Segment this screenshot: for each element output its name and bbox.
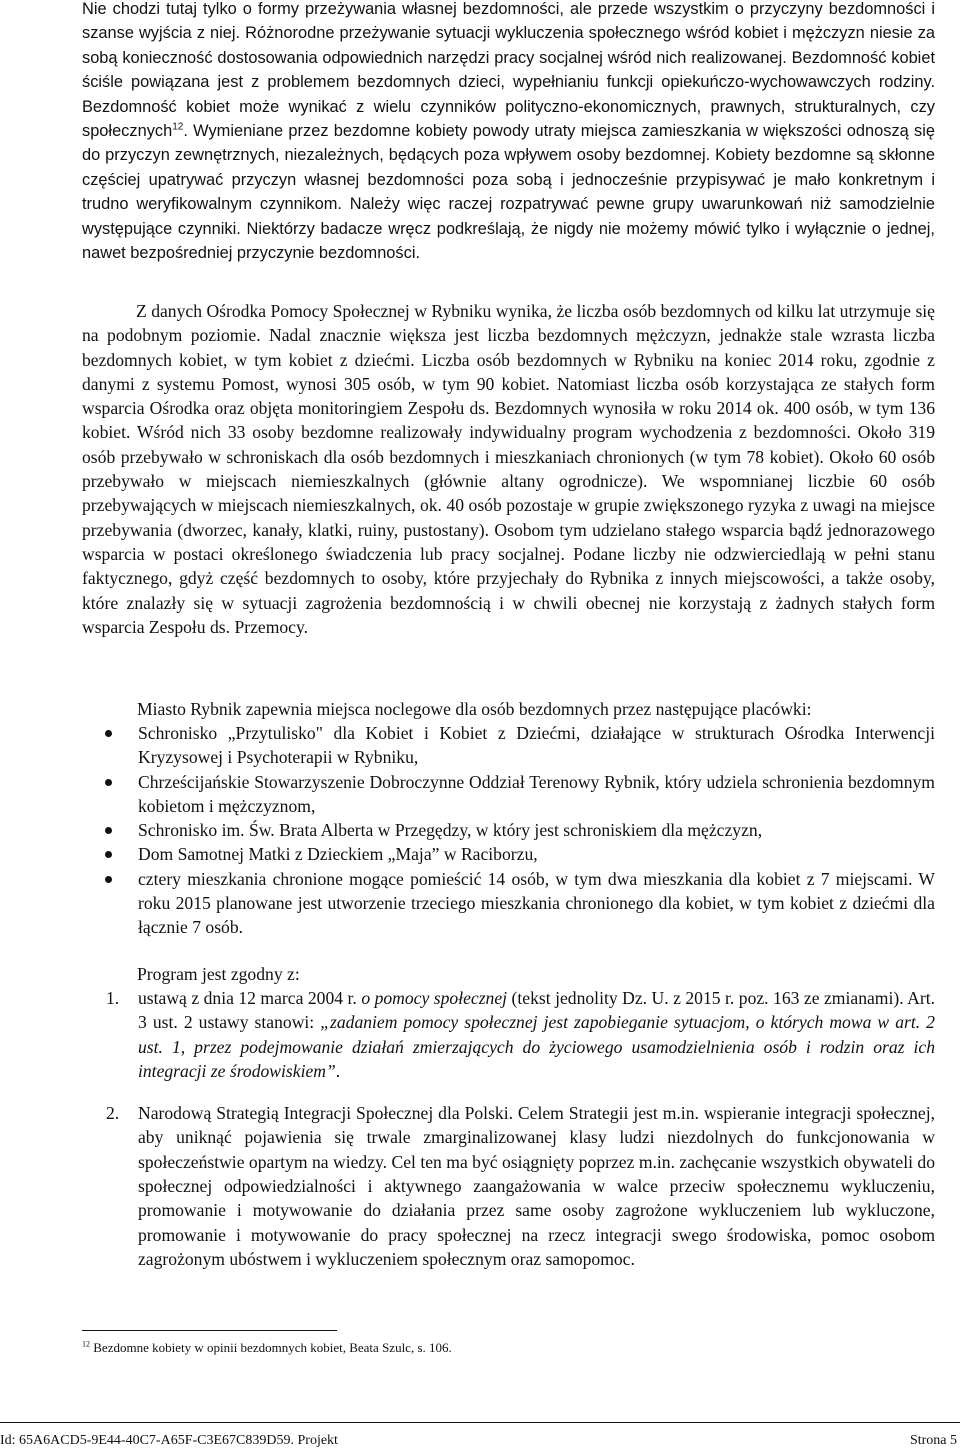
- list-item-text: cztery mieszkania chronione mogące pomieścić 14 osób, w tym dwa mieszkania dla kobiet z 7 miejscami. W roku 2015 planowane jest utworzenie trzeciego mieszkania chronionego dla kobiet, w tym kobiet z dziećmi dla łącznie 7 osób.: [138, 868, 935, 938]
- page-number: Strona 5: [909, 1433, 957, 1448]
- list-number: 2.: [106, 1103, 120, 1124]
- list-item-text: Chrześcijańskie Stowarzyszenie Dobroczynne Oddział Terenowy Rybnik, który udziela schronienia bezdomnym kobietom i mężczyznom,: [138, 771, 935, 816]
- list-item: [82, 867, 935, 940]
- program-item-text: Narodową Strategią Integracji Społecznej dla Polski. Celem Strategii jest m.in. wspieranie integracji społecznej, aby uniknąć pojawienia się trwale zmarginalizowanej klasy ludzi niezdolnych do funkcjonowania w społeczeństwie opartym na wiedzy. Cel ten ma być osiągnięty poprzez m.in. zachęcanie wszystkich obywateli do społecznej odpowiedzialności i aktywnego zaangażowania w walce przeciw społecznemu wykluczeniu, promowanie i motywowanie do działania przez same osoby zagrożone wykluczeniem lub wykluczone, promowanie i motywowanie do pracy społecznej na rzecz integracji swego środowiska, pomoc osobom zagrożonym ubóstwem i wykluczeniem społecznym oraz samopomoc.: [138, 1103, 935, 1269]
- list-item: [82, 842, 935, 866]
- list-item: [82, 721, 935, 770]
- footnote: [82, 1339, 452, 1356]
- bullet-icon: [105, 876, 112, 883]
- program-intro: Program jest zgodny z:: [137, 964, 300, 984]
- list-number: 1.: [106, 988, 120, 1008]
- footnote-text: Bezdomne kobiety w opinii bezdomnych kobiet, Beata Szulc, s. 106.: [90, 1340, 452, 1355]
- paragraph-1-text-a: Nie chodzi tutaj tylko o formy przeżywania własnej bezdomności, ale przede wszystkim o przyczyny bezdomności i szanse wyjścia z niej. Różnorodne przeżywanie sytuacji wykluczenia społecznego wśród kobiet i mężczyzn niesie za sobą konieczność dostosowania odpowiednich narzędzi pracy socjalnej wśród nich realizowanej. Bezdomność kobiet ściśle powiązana jest z problemem bezdomnych dzieci, wypełnianiu funkcji opiekuńczo-wychowawczych rodziny. Bezdomność kobiet może wynikać z wielu czynników polityczno-ekonomicznych, prawnych, strukturalnych, czy społecznych: [82, 0, 935, 141]
- footnote-reference[interactable]: 12: [172, 121, 184, 133]
- body-paragraph-2: Z danych Ośrodka Pomocy Społecznej w Rybniku wynika, że liczba osób bezdomnych od kilku lat utrzymuje się na podobnym poziomie. Nadal znacznie większa jest liczba bezdomnych mężczyzn, jednakże stale wzrasta liczba bezdomnych kobiet, w tym kobiet z dziećmi. Liczba osób bezdomnych w Rybniku na koniec 2014 roku, zgodnie z danymi z systemu Pomost, wynosi 305 osób, w tym 90 kobiet. Natomiast liczba osób korzystająca ze stałych form wsparcia Ośrodka oraz objęta monitoringiem Zespołu ds. Bezdomnych wynosiła w roku 2014 ok. 400 osób, w tym 136 kobiet. Wśród nich 33 osoby bezdomne realizowały indywidualny program wychodzenia z bezdomności. Około 319 osób przebywało w schroniskach dla osób bezdomnych i mieszkaniach chronionych (w tym 78 kobiet). Około 60 osób przebywało w miejscach niemieszkalnych (głównie altany ogrodnicze). We wspomnianej liczbie 60 osób przebywających w miejscach niemieszkalnych, ok. 40 osób pozostaje w grupie zwiększonego ryzyka z uwagi na miejsce przebywania (dworzec, kanały, klatki, ruiny, pustostany). Osobom tym udzielano stałego wsparcia bądź jednorazowego wsparcia w postaci określonego świadczenia lub pracy socjalnej. Podane liczby nie odzwierciedlają w pełni stanu faktycznego, gdyż część bezdomnych to osoby, które przyjechały do Rybnika z innych miejscowości, a także osoby, które znalazły się w sytuacji zagrożenia bezdomnością i w chwili obecnej nie korzystają z żadnych stałych form wsparcia Zespołu ds. Przemocy.: [82, 301, 935, 637]
- program-list: [82, 986, 935, 1271]
- list-item-text: Schronisko „Przytulisko" dla Kobiet i Kobiet z Dziećmi, działające w strukturach Ośrodka Interwencji Kryzysowej i Psychoterapii w Rybniku,: [138, 723, 935, 768]
- bullet-icon: [105, 851, 112, 858]
- list-item: [82, 1101, 935, 1271]
- paragraph-1-text-b: . Wymieniane przez bezdomne kobiety powody utraty miejsca zamieszkania w większości odnoszą się do przyczyn zewnętrznych, niezależnych, będących poza wpływem osoby bezdomnej. Kobiety bezdomne są skłonne częściej upatrywać przyczyn własnej bezdomności poza sobą i jednocześnie przypisywać je mało konkretnym i trudno weryfikowalnym czynnikom. Należy więc raczej rozpatrywać pewne grupy uwarunkowań niż samodzielnie występujące czynniki. Niektórzy badacze wręcz podkreślają, że nigdy nie możemy mówić tylko i wyłącznie o jednej, nawet bezpośredniej przyczynie bezdomności.: [82, 122, 935, 263]
- list-item: [82, 986, 935, 1083]
- bullet-icon: [105, 779, 112, 786]
- list-item-text: Schronisko im. Św. Brata Alberta w Przegędzy, w który jest schroniskiem dla mężczyzn,: [138, 820, 763, 841]
- act-quote: „zadaniem pomocy społecznej jest zapobieganie sytuacjom, o których mowa w art. 2 ust. 1, przez podejmowanie działań zmierzających do życiowego usamodzielnienia osób i rodzin oraz ich integracji ze środowiskiem”: [138, 1012, 935, 1081]
- page-footer: [0, 1422, 960, 1447]
- document-id: Id: 65A6ACD5-9E44-40C7-A65F-C3E67C839D59. Projekt: [0, 1433, 338, 1448]
- footnote-number: 12: [82, 1339, 90, 1349]
- bullet-icon: [105, 827, 112, 834]
- shelters-list: [82, 721, 935, 940]
- program-item-mid: (tekst jednolity Dz. U. z 2015 r. poz. 163 ze zmianami). Art. 3 ust. 2 ustawy stanowi:: [138, 988, 935, 1033]
- bullet-icon: [105, 730, 112, 737]
- body-paragraph-1: [82, 0, 935, 265]
- program-item-end: .: [335, 1060, 341, 1081]
- list-item: [82, 770, 935, 819]
- shelters-intro: Miasto Rybnik zapewnia miejsca noclegowe dla osób bezdomnych przez następujące placówki:: [137, 699, 812, 719]
- list-item-text: Dom Samotnej Matki z Dzieckiem „Maja” w Raciborzu,: [138, 844, 538, 865]
- list-item: [82, 818, 935, 842]
- program-item-lead: ustawą z dnia 12 marca 2004 r.: [138, 988, 362, 1008]
- act-title: o pomocy społecznej: [361, 988, 508, 1008]
- footnote-divider: [82, 1330, 337, 1331]
